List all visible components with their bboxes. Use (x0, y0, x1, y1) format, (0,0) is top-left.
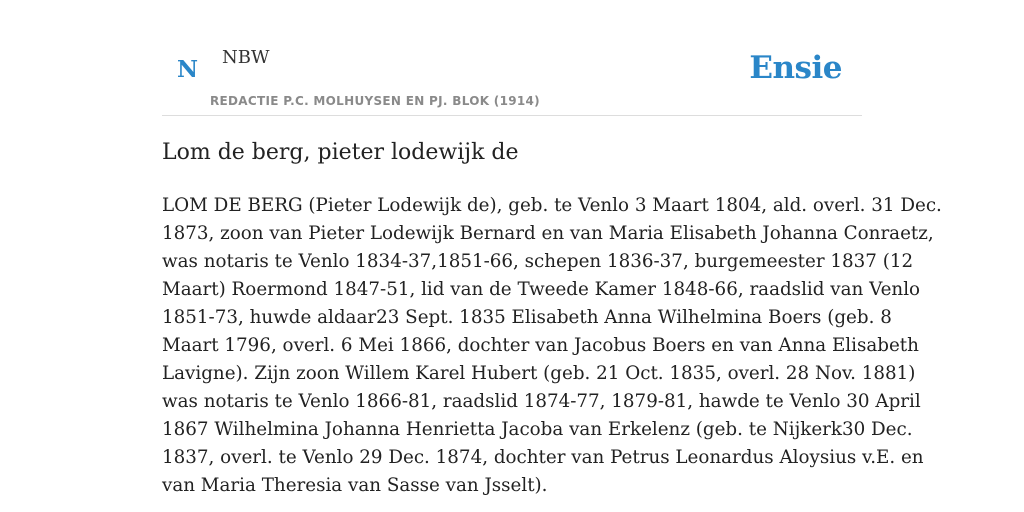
article-line: Maart 1796, overl. 6 Mei 1866, dochter van Jacobus Boers en van Anna Elisabeth (162, 335, 919, 356)
ensie-logo[interactable]: Ensie (749, 50, 842, 86)
article-line: 1867 Wilhelmina Johanna Henrietta Jacoba van Erkelenz (geb. te Nijkerk30 Dec. (162, 419, 913, 440)
article-title: Lom de berg, pieter lodewijk de (162, 140, 519, 165)
article-line: was notaris te Venlo 1834-37,1851-66, schepen 1836-37, burgemeester 1837 (12 (162, 251, 914, 272)
source-header (162, 0, 862, 116)
article-line: 1851-73, huwde aldaar23 Sept. 1835 Elisabeth Anna Wilhelmina Boers (geb. 8 (162, 307, 892, 328)
article-line: 1837, overl. te Venlo 29 Dec. 1874, dochter van Petrus Leonardus Aloysius v.E. en (162, 447, 924, 468)
article-line: LOM DE BERG (Pieter Lodewijk de), geb. te Venlo 3 Maart 1804, ald. overl. 31 Dec. (162, 195, 942, 216)
article-line: was notaris te Venlo 1866-81, raadslid 1874-77, 1879-81, hawde te Venlo 30 April (162, 391, 921, 412)
source-subtitle: REDACTIE P.C. MOLHUYSEN EN PJ. BLOK (1914) (210, 94, 540, 108)
source-name[interactable]: NBW (222, 47, 270, 68)
article-line: van Maria Theresia van Sasse van Jsselt). (162, 475, 548, 496)
article-line: Lavigne). Zijn zoon Willem Karel Hubert (geb. 21 Oct. 1835, overl. 28 Nov. 1881) (162, 363, 916, 384)
article-line: 1873, zoon van Pieter Lodewijk Bernard en van Maria Elisabeth Johanna Conraetz, (162, 223, 934, 244)
source-logo[interactable]: N (177, 56, 199, 83)
article-body (162, 192, 942, 500)
article-line: Maart) Roermond 1847-51, lid van de Tweede Kamer 1848-66, raadslid van Venlo (162, 279, 921, 300)
article-card (162, 0, 942, 496)
